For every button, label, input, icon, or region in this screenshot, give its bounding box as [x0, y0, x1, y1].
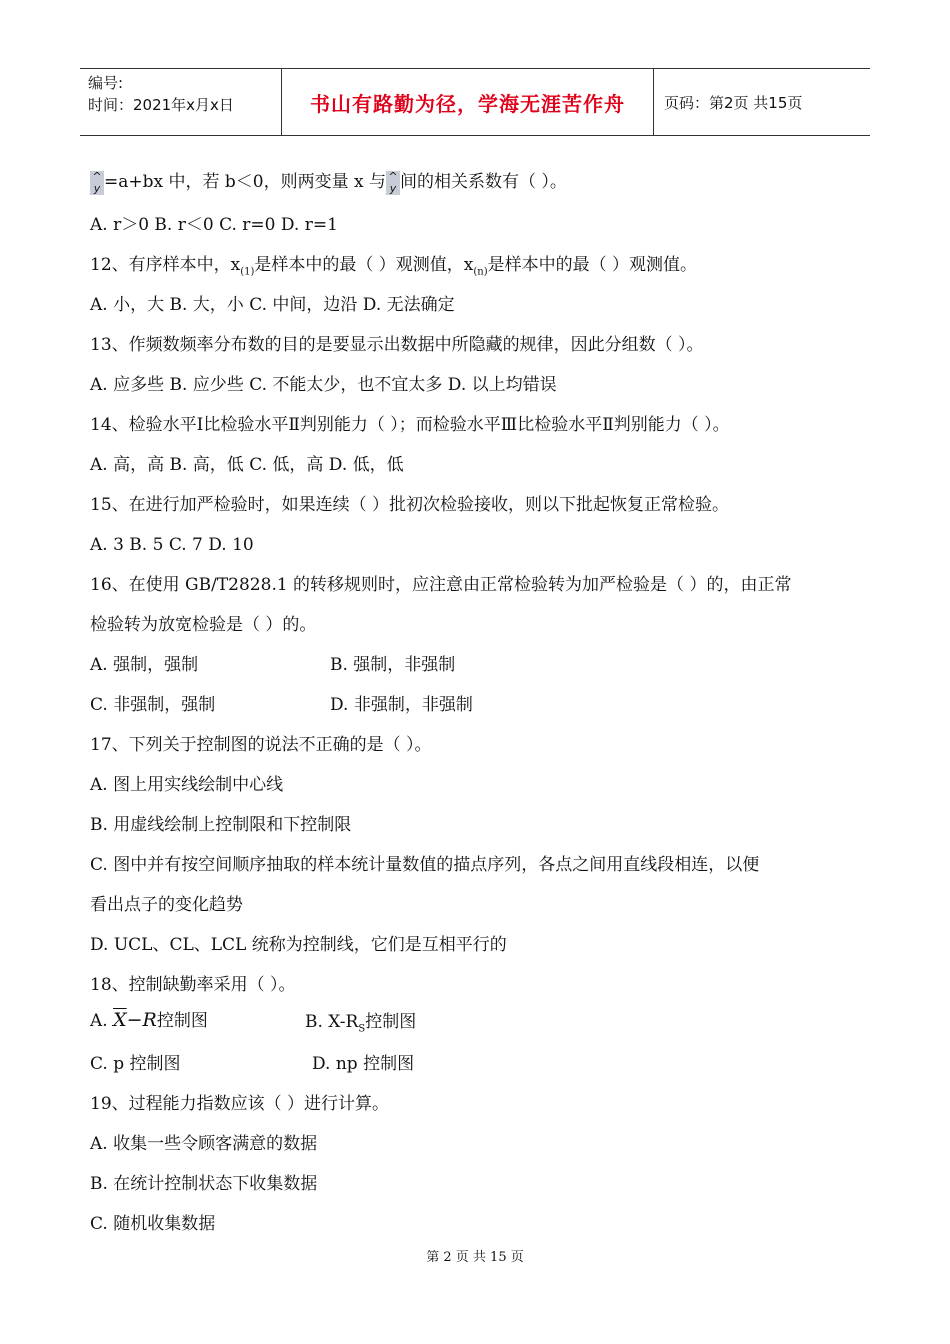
question-18-option-d: D. np 控制图: [312, 1054, 415, 1074]
question-17-option-b: B. 用虚线绘制上控制限和下控制限: [90, 815, 352, 835]
x-bar-symbol: $\overline{X}$: [113, 1009, 127, 1031]
question-13-options: A. 应多些 B. 应少些 C. 不能太少，也不宜太多 D. 以上均错误: [90, 375, 557, 395]
question-19-option-a: A. 收集一些令顾客满意的数据: [90, 1134, 318, 1154]
page-label: 页码：第2页 共15页: [664, 93, 803, 112]
y-hat-symbol: ^ y: [386, 171, 400, 195]
page-footer: 第 2 页 共 15 页: [426, 1250, 524, 1265]
question-17-option-d: D. UCL、CL、LCL 统称为控制线，它们是互相平行的: [90, 935, 507, 955]
motto: 书山有路勤为径，学海无涯苦作舟: [282, 69, 654, 135]
question-15-options: A. 3 B. 5 C. 7 D. 10: [90, 535, 254, 555]
question-11-stem: ^ y =a+bx 中，若 b＜0，则两变量 x 与 ^ y 间的相关系数有（ ）。: [90, 170, 567, 195]
question-18-option-a: A. $\overline{X}-R$控制图: [90, 1009, 208, 1031]
question-16-option-c: C. 非强制，强制: [90, 695, 216, 715]
question-17-option-c-cont: 看出点子的变化趋势: [90, 895, 243, 915]
time-label: 时间：2021年x月x日: [88, 96, 234, 114]
question-18-stem: 18、控制缺勤率采用（ ）。: [90, 975, 296, 995]
number-label: 编号:: [88, 74, 124, 92]
header-meta: [80, 69, 282, 135]
question-16-stem: 16、在使用 GB/T2828.1 的转移规则时，应注意由正常检验转为加严检验是（ ）的，由正常: [90, 575, 792, 595]
question-14-stem: 14、检验水平Ⅰ比检验水平Ⅱ判别能力（ ）；而检验水平Ⅲ比检验水平Ⅱ判别能力（ ）。: [90, 415, 730, 435]
question-12-stem: 12、有序样本中，$x_{(1)}$是样本中的最（ ）观测值，$x_{(n)}$是样本中的最（ ）观测值。: [90, 255, 698, 278]
question-17-option-c: C. 图中并有按空间顺序抽取的样本统计量数值的描点序列，各点之间用直线段相连，以便: [90, 855, 760, 875]
question-17-option-a: A. 图上用实线绘制中心线: [90, 775, 284, 795]
question-17-stem: 17、下列关于控制图的说法不正确的是（ ）。: [90, 735, 432, 755]
page-header: [80, 68, 870, 136]
question-15-stem: 15、在进行加严检验时，如果连续（ ）批初次检验接收，则以下批起恢复正常检验。: [90, 495, 730, 515]
question-16-stem-cont: 检验转为放宽检验是（ ）的。: [90, 615, 317, 635]
question-16-option-a: A. 强制，强制: [90, 655, 199, 675]
question-14-options: A. 高，高 B. 高，低 C. 低，高 D. 低，低: [90, 455, 404, 475]
question-13-stem: 13、作频数频率分布数的目的是要显示出数据中所隐藏的规律，因此分组数（ ）。: [90, 335, 704, 355]
question-18-option-b: B. $X-R_S$控制图: [305, 1012, 417, 1035]
question-19-option-c: C. 随机收集数据: [90, 1214, 216, 1234]
question-11-options: A. r＞0 B. r＜0 C. r=0 D. r=1: [90, 215, 338, 235]
question-16-option-d: D. 非强制，非强制: [330, 695, 473, 715]
question-16-option-b: B. 强制，非强制: [330, 655, 456, 675]
question-12-options: A. 小，大 B. 大，小 C. 中间，边沿 D. 无法确定: [90, 295, 455, 315]
y-hat-symbol: ^ y: [90, 171, 104, 195]
question-19-stem: 19、过程能力指数应该（ ）进行计算。: [90, 1094, 390, 1114]
question-19-option-b: B. 在统计控制状态下收集数据: [90, 1174, 318, 1194]
question-18-option-c: C. p 控制图: [90, 1054, 181, 1074]
